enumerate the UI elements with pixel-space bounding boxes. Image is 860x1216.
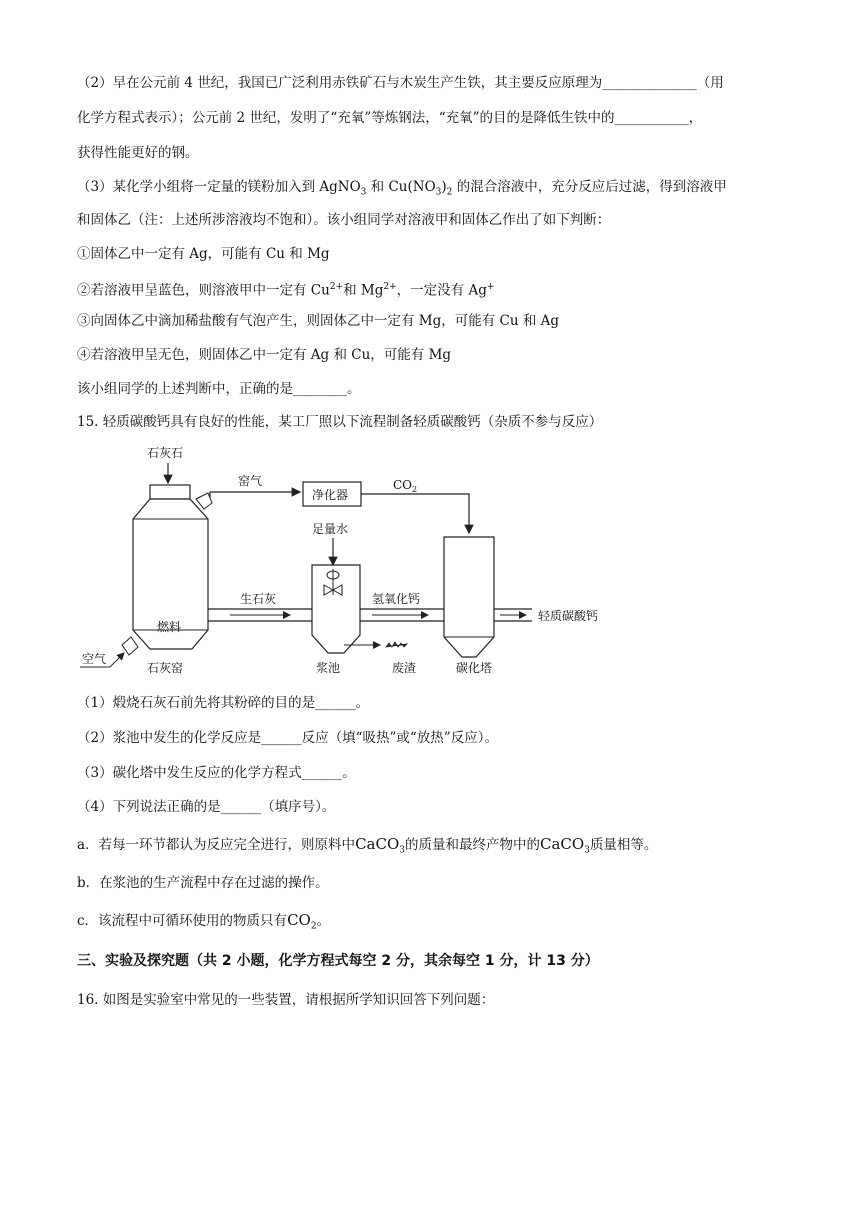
q15-q4: （4）下列说法正确的是______（填序号）。	[77, 799, 336, 815]
label-fuel: 燃料	[157, 620, 182, 634]
q16-stem: 16. 如图是实验室中常见的一些装置，请根据所学知识回答下列问题：	[77, 992, 495, 1008]
label-limestone: 石灰石	[147, 446, 184, 460]
q14-p2-line1: （2）早在公元前 4 世纪，我国已广泛利用赤铁矿石与木炭生产生铁，其主要反应原理为______________（用	[77, 75, 724, 91]
superscript: +	[486, 282, 495, 292]
flow-diagram	[0, 435, 860, 685]
slurry-tank	[312, 565, 360, 653]
subscript: 3	[435, 187, 442, 198]
q14-judgement-3: ③向固体乙中滴加稀盐酸有气泡产生，则固体乙中一定有 Mg，可能有 Cu 和 Ag	[77, 313, 560, 329]
subscript: 3	[399, 845, 405, 856]
text-seg: c．该流程中可循环使用的物质只有	[77, 913, 288, 929]
label-slurry: 浆池	[316, 661, 341, 675]
q15-stem: 15. 轻质碳酸钙具有良好的性能，某工厂照以下流程制备轻质碳酸钙（杂质不参与反应）	[77, 414, 603, 430]
formula: CaCO	[540, 835, 585, 853]
label-waste: 废渣	[392, 661, 417, 675]
text-seg: 的混合溶液中，充分反应后过滤，得到溶液甲	[452, 179, 727, 195]
label-kiln: 石灰窑	[147, 661, 184, 675]
label-kiln-gas: 窑气	[238, 474, 263, 488]
q14-p3-line1	[77, 177, 727, 203]
carbonation-tower	[444, 537, 494, 657]
co2-sub: 2	[412, 485, 418, 494]
q14-judgement-2	[77, 277, 494, 301]
q14-p2-line3: 获得性能更好的钢。	[77, 145, 199, 161]
co2-text: CO	[393, 478, 413, 492]
q15-option-c	[77, 910, 330, 937]
q15-q3: （3）碳化塔中发生反应的化学方程式______。	[77, 765, 356, 781]
q14-p2-line2: 化学方程式表示）；公元前 2 世纪，发明了“充氧”等炼钢法，“充氧”的目的是降低生铁中的___________，	[77, 110, 703, 126]
superscript: 2+	[383, 282, 397, 292]
text-seg: ，一定没有 Ag	[396, 282, 487, 299]
q15-q1: （1）煅烧石灰石前先将其粉碎的目的是______。	[77, 695, 370, 711]
superscript: 2+	[329, 282, 344, 292]
label-tower: 碳化塔	[456, 661, 493, 675]
label-air: 空气	[82, 652, 107, 666]
section-3-heading: 三、实验及探究题（共 2 小题，化学方程式每空 2 分，其余每空 1 分，计 13 分）	[77, 953, 599, 969]
text-seg: 。	[316, 913, 331, 929]
text-seg: a．若每一环节都认为反应完全进行，则原料中	[77, 837, 356, 853]
text-seg: ②若溶液甲呈蓝色，则溶液甲中一定有 Cu	[77, 282, 330, 299]
q14-judgement-1: ①固体乙中一定有 Ag，可能有 Cu 和 Mg	[77, 246, 330, 262]
q14-p3-line2: 和固体乙（注：上述所涉溶液均不饱和）。该小组同学对溶液甲和固体乙作出了如下判断：	[77, 212, 611, 228]
label-co2	[393, 478, 417, 494]
formula: CaCO	[355, 835, 400, 853]
q15-option-a	[77, 834, 657, 861]
q15-option-b: b．在浆池的生产流程中存在过滤的操作。	[77, 875, 329, 891]
text-seg: 的质量和最终产物中的	[405, 837, 540, 853]
label-product: 轻质碳酸钙	[538, 609, 599, 623]
label-water: 足量水	[312, 522, 349, 536]
subscript: 2	[310, 921, 317, 932]
formula: CO	[287, 911, 311, 929]
text-seg: 和 Cu(NO	[366, 179, 436, 195]
subscript: 3	[584, 845, 590, 856]
text-seg: 质量相等。	[589, 837, 658, 853]
text-seg: 和 Mg	[343, 282, 384, 299]
text-seg: )	[441, 179, 447, 195]
q14-judgement-4: ④若溶液甲呈无色，则固体乙中一定有 Ag 和 Cu，可能有 Mg	[77, 347, 452, 363]
q14-ask: 该小组同学的上述判断中，正确的是________。	[77, 381, 361, 397]
text-seg: （3）某化学小组将一定量的镁粉加入到 AgNO	[77, 179, 361, 195]
label-hydroxide: 氢氧化钙	[372, 592, 421, 606]
subscript: 2	[446, 187, 453, 198]
label-quicklime: 生石灰	[240, 592, 277, 606]
label-purifier: 净化器	[312, 488, 349, 502]
waste-pile-icon	[386, 642, 407, 647]
subscript: 3	[360, 187, 367, 198]
q15-q2: （2）浆池中发生的化学反应是______反应（填“吸热”或“放热”反应）。	[77, 730, 498, 746]
